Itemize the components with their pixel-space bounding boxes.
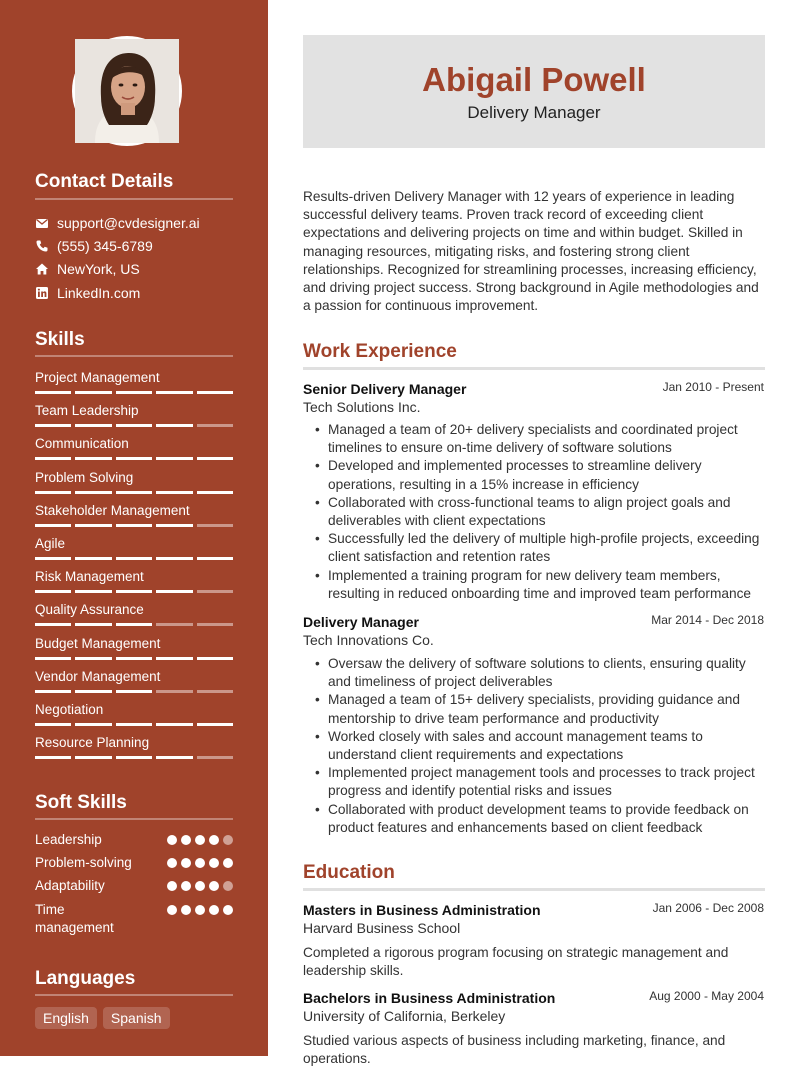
rating-dot bbox=[209, 835, 219, 845]
skill-level-segment bbox=[116, 623, 152, 626]
job-bullet: • Collaborated with cross-functional teams to align project goals and deliverables with client expectations bbox=[328, 494, 768, 530]
skill-level-bar bbox=[35, 524, 233, 527]
skill-item bbox=[35, 369, 233, 394]
skill-level-segment bbox=[156, 623, 192, 626]
linkedin-icon bbox=[35, 286, 49, 300]
rating-dot bbox=[209, 858, 219, 868]
envelope-icon bbox=[35, 216, 49, 230]
skill-level-bar bbox=[35, 491, 233, 494]
school-name: University of California, Berkeley bbox=[303, 1008, 506, 1024]
skill-level-bar bbox=[35, 756, 233, 759]
language-pill: English bbox=[35, 1007, 97, 1029]
skill-level-segment bbox=[116, 557, 152, 560]
languages-divider bbox=[35, 994, 233, 996]
skill-level-bar bbox=[35, 457, 233, 460]
skill-level-segment bbox=[156, 524, 192, 527]
skill-level-segment bbox=[75, 524, 111, 527]
skill-name: Risk Management bbox=[35, 569, 144, 585]
skill-level-segment bbox=[116, 391, 152, 394]
skill-level-segment bbox=[75, 491, 111, 494]
job-company: Tech Solutions Inc. bbox=[303, 399, 421, 415]
education-divider bbox=[303, 888, 765, 891]
skill-item bbox=[35, 469, 233, 494]
rating-dot bbox=[181, 835, 191, 845]
skills-heading: Skills bbox=[35, 329, 85, 350]
soft-skills-divider bbox=[35, 818, 233, 820]
skill-level-segment bbox=[75, 391, 111, 394]
rating-dot bbox=[167, 858, 177, 868]
job-bullet: • Managed a team of 15+ delivery specialists, providing guidance and mentorship to drive team performance and productivity bbox=[328, 691, 768, 727]
rating-dot bbox=[195, 905, 205, 915]
job-bullet: • Oversaw the delivery of software solutions to clients, ensuring quality and timeliness of project deliverables bbox=[328, 655, 768, 691]
skill-item bbox=[35, 568, 233, 593]
candidate-title: Delivery Manager bbox=[467, 103, 601, 122]
skill-level-segment bbox=[116, 723, 152, 726]
contact-location-text: NewYork, US bbox=[57, 261, 140, 277]
skill-level-segment bbox=[156, 391, 192, 394]
contact-phone[interactable] bbox=[35, 237, 153, 255]
rating-dot bbox=[167, 905, 177, 915]
skill-level-segment bbox=[75, 723, 111, 726]
skill-name: Agile bbox=[35, 536, 66, 551]
skill-item bbox=[35, 668, 233, 693]
contact-location bbox=[35, 260, 140, 278]
profile-summary: Results-driven Delivery Manager with 12 years of experience in leading successful delivery teams. Proven track record of exceeding client expectations and delivering projects on time and within budget. Skilled in managing resources, mitigating risks, and fostering strong client relationships. Recognized for streamlining processes, increasing efficiency, and driving project success. Strong background in Agile methodologies and a passion for continuous improvement. bbox=[303, 189, 759, 314]
skill-level-bar bbox=[35, 424, 233, 427]
rating-dot bbox=[181, 905, 191, 915]
skill-level-segment bbox=[116, 524, 152, 527]
skill-name: Problem Solving bbox=[35, 469, 134, 485]
soft-skill-name: Leadership bbox=[35, 832, 102, 847]
skill-level-segment bbox=[156, 690, 192, 693]
skill-level-segment bbox=[156, 756, 192, 759]
skill-level-segment bbox=[156, 723, 192, 726]
work-divider bbox=[303, 367, 765, 370]
skill-level-segment bbox=[197, 557, 233, 560]
soft-skill-item bbox=[35, 854, 233, 872]
skill-item bbox=[35, 734, 233, 759]
job-bullet: • Implemented project management tools and processes to track project progress and identify potential risks and issues bbox=[328, 764, 768, 800]
skill-item bbox=[35, 701, 233, 726]
skill-level-segment bbox=[197, 657, 233, 660]
skill-level-segment bbox=[156, 424, 192, 427]
skill-level-segment bbox=[197, 424, 233, 427]
candidate-name: Abigail Powell bbox=[422, 61, 646, 98]
contact-phone-text: (555) 345-6789 bbox=[57, 238, 153, 254]
soft-skill-rating bbox=[167, 854, 233, 872]
skill-level-segment bbox=[197, 723, 233, 726]
contact-email[interactable] bbox=[35, 214, 200, 232]
skill-level-segment bbox=[35, 524, 71, 527]
degree-description: Completed a rigorous program focusing on strategic management and leadership skills. bbox=[303, 945, 729, 979]
rating-dot bbox=[167, 881, 177, 891]
job-bullet: • Implemented a training program for new delivery team members, resulting in reduced onboarding time and improved team performance bbox=[328, 567, 768, 603]
skill-name: Quality Assurance bbox=[35, 602, 144, 618]
skill-level-segment bbox=[116, 756, 152, 759]
skill-item bbox=[35, 435, 233, 460]
rating-dot bbox=[223, 835, 233, 845]
skill-level-segment bbox=[197, 491, 233, 494]
skill-item bbox=[35, 502, 233, 527]
soft-skill-rating bbox=[167, 831, 233, 849]
skill-name: Negotiation bbox=[35, 702, 104, 717]
soft-skill-rating bbox=[167, 877, 233, 895]
skill-level-segment bbox=[156, 491, 192, 494]
job-bullets bbox=[328, 655, 768, 837]
skills-divider bbox=[35, 355, 233, 357]
contact-linkedin-text: LinkedIn.com bbox=[57, 285, 141, 301]
skill-level-segment bbox=[197, 524, 233, 527]
job-company: Tech Innovations Co. bbox=[303, 632, 434, 648]
skill-level-segment bbox=[75, 657, 111, 660]
skill-level-segment bbox=[35, 557, 71, 560]
name-header bbox=[303, 35, 765, 148]
job-title: Delivery Manager bbox=[303, 614, 419, 630]
skill-level-segment bbox=[75, 424, 111, 427]
skill-level-segment bbox=[75, 557, 111, 560]
contact-email-text: support@cvdesigner.ai bbox=[57, 215, 200, 231]
skill-level-bar bbox=[35, 391, 233, 394]
avatar bbox=[72, 36, 182, 146]
job-dates: Mar 2014 - Dec 2018 bbox=[651, 613, 764, 627]
rating-dot bbox=[209, 881, 219, 891]
skill-level-bar bbox=[35, 623, 233, 626]
phone-icon bbox=[35, 239, 49, 253]
skill-level-segment bbox=[116, 690, 152, 693]
skill-level-segment bbox=[35, 657, 71, 660]
skill-level-segment bbox=[116, 491, 152, 494]
skill-level-bar bbox=[35, 590, 233, 593]
skill-level-segment bbox=[75, 457, 111, 460]
soft-skill-name: Problem-solving bbox=[35, 855, 132, 870]
skill-name: Budget Management bbox=[35, 635, 161, 651]
skill-item bbox=[35, 402, 233, 427]
skill-name: Vendor Management bbox=[35, 668, 161, 684]
contact-linkedin[interactable] bbox=[35, 284, 140, 302]
skill-level-segment bbox=[35, 590, 71, 593]
job-dates: Jan 2010 - Present bbox=[662, 380, 764, 394]
skill-level-segment bbox=[116, 657, 152, 660]
soft-skills-heading: Soft Skills bbox=[35, 792, 127, 813]
education-heading: Education bbox=[303, 862, 395, 883]
degree-dates: Jan 2006 - Dec 2008 bbox=[652, 901, 764, 915]
skill-name: Communication bbox=[35, 436, 129, 452]
rating-dot bbox=[223, 858, 233, 868]
soft-skill-item bbox=[35, 877, 233, 895]
skill-level-segment bbox=[35, 756, 71, 759]
soft-skill-item bbox=[35, 831, 233, 849]
skill-item bbox=[35, 635, 233, 660]
skill-level-segment bbox=[197, 623, 233, 626]
skill-level-segment bbox=[116, 424, 152, 427]
skill-level-segment bbox=[197, 391, 233, 394]
rating-dot bbox=[195, 881, 205, 891]
skill-level-segment bbox=[35, 690, 71, 693]
degree-dates: Aug 2000 - May 2004 bbox=[649, 989, 764, 1003]
job-bullet: • Collaborated with product development teams to provide feedback on product features and enhancements based on client feedback bbox=[328, 801, 768, 837]
skill-name: Stakeholder Management bbox=[35, 502, 190, 518]
skill-level-segment bbox=[116, 457, 152, 460]
languages-heading: Languages bbox=[35, 968, 136, 989]
skill-level-segment bbox=[156, 657, 192, 660]
skill-level-segment bbox=[35, 623, 71, 626]
profile-photo bbox=[75, 39, 179, 143]
skill-item bbox=[35, 601, 233, 626]
soft-skill-name: Adaptability bbox=[35, 878, 105, 893]
degree-title: Bachelors in Business Administration bbox=[303, 990, 556, 1006]
skill-level-segment bbox=[35, 723, 71, 726]
skill-level-bar bbox=[35, 690, 233, 693]
skill-level-segment bbox=[197, 690, 233, 693]
soft-skill-item bbox=[35, 901, 233, 937]
skill-name: Team Leadership bbox=[35, 403, 139, 419]
skill-level-segment bbox=[197, 756, 233, 759]
skill-item bbox=[35, 535, 233, 560]
skill-level-bar bbox=[35, 557, 233, 560]
skill-level-segment bbox=[75, 623, 111, 626]
rating-dot bbox=[181, 858, 191, 868]
skill-level-segment bbox=[156, 557, 192, 560]
contact-heading: Contact Details bbox=[35, 171, 174, 192]
home-icon bbox=[35, 262, 49, 276]
skill-level-segment bbox=[156, 457, 192, 460]
rating-dot bbox=[181, 881, 191, 891]
language-pill: Spanish bbox=[103, 1007, 170, 1029]
skill-level-segment bbox=[35, 491, 71, 494]
soft-skill-name: Time management bbox=[35, 902, 114, 935]
degree-title: Masters in Business Administration bbox=[303, 902, 541, 918]
rating-dot bbox=[223, 881, 233, 891]
skill-level-segment bbox=[35, 391, 71, 394]
skill-level-bar bbox=[35, 657, 233, 660]
job-bullets bbox=[328, 421, 768, 603]
skill-level-segment bbox=[75, 590, 111, 593]
skill-level-bar bbox=[35, 723, 233, 726]
skill-level-segment bbox=[116, 590, 152, 593]
skill-name: Resource Planning bbox=[35, 735, 150, 751]
soft-skill-rating bbox=[167, 901, 233, 937]
skill-level-segment bbox=[197, 457, 233, 460]
skill-level-segment bbox=[35, 424, 71, 427]
job-bullet: • Developed and implemented processes to streamline delivery operations, resulting in a 15% increase in efficiency bbox=[328, 457, 768, 493]
skill-level-segment bbox=[156, 590, 192, 593]
skill-level-segment bbox=[35, 457, 71, 460]
rating-dot bbox=[223, 905, 233, 915]
job-bullet: • Managed a team of 20+ delivery specialists and coordinated project timelines to ensure on-time delivery of software solutions bbox=[328, 421, 768, 457]
sidebar bbox=[0, 0, 268, 1056]
school-name: Harvard Business School bbox=[303, 920, 461, 936]
rating-dot bbox=[167, 835, 177, 845]
job-title: Senior Delivery Manager bbox=[303, 381, 467, 397]
degree-description: Studied various aspects of business including marketing, finance, and operations. bbox=[303, 1033, 726, 1067]
skill-level-segment bbox=[75, 690, 111, 693]
contact-divider bbox=[35, 198, 233, 200]
rating-dot bbox=[195, 835, 205, 845]
rating-dot bbox=[195, 858, 205, 868]
rating-dot bbox=[209, 905, 219, 915]
job-bullet: • Successfully led the delivery of multiple high-profile projects, exceeding client satisfaction and retention rates bbox=[328, 530, 768, 566]
languages-list bbox=[35, 1007, 170, 1029]
work-experience-heading: Work Experience bbox=[303, 341, 457, 362]
skill-level-segment bbox=[75, 756, 111, 759]
job-bullet: • Worked closely with sales and account management teams to understand client requirements and expectations bbox=[328, 728, 768, 764]
skill-level-segment bbox=[197, 590, 233, 593]
skill-name: Project Management bbox=[35, 370, 160, 385]
